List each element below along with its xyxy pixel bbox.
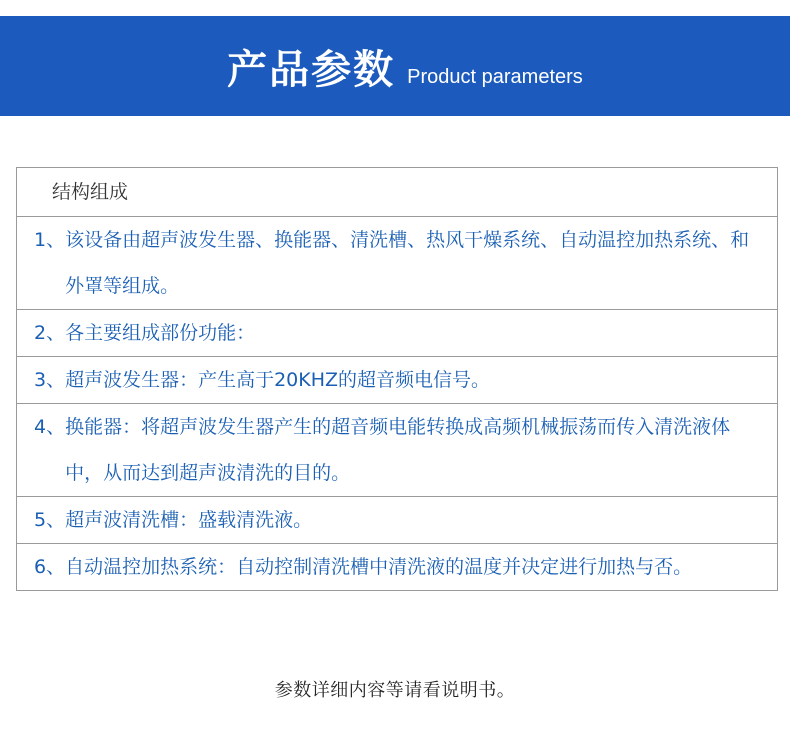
row-text: 超声波发生器：产生高于20KHZ的超音频电信号。	[65, 369, 491, 391]
banner-subtitle: Product parameters	[407, 65, 583, 88]
banner-title-group	[227, 38, 583, 95]
row-text: 该设备由超声波发生器、换能器、清洗槽、热风干燥系统、自动温控加热系统、和外罩等组成。	[65, 229, 750, 297]
table-header: 结构组成	[52, 181, 129, 203]
table-row-6	[17, 543, 777, 590]
footer-note: 参数详细内容等请看说明书。	[274, 680, 516, 701]
row-number: 5、	[34, 509, 66, 531]
row-number: 1、	[34, 229, 66, 251]
row-text: 换能器：将超声波发生器产生的超音频电能转换成高频机械振荡而传入清洗液体中，从而达到超声波清洗的目的。	[65, 416, 731, 484]
row-text: 超声波清洗槽：盛载清洗液。	[65, 509, 313, 531]
row-number: 2、	[34, 322, 66, 344]
table-row-4	[17, 403, 777, 496]
row-number: 4、	[34, 416, 66, 438]
header-banner	[0, 16, 790, 116]
row-number: 3、	[34, 369, 66, 391]
table-row-5	[17, 496, 777, 543]
row-text: 各主要组成部份功能：	[65, 322, 256, 344]
banner-title: 产品参数	[227, 46, 396, 93]
table-row-3	[17, 356, 777, 403]
table-row-2	[17, 309, 777, 356]
row-number: 6、	[34, 556, 66, 578]
table-row-1	[17, 216, 777, 309]
row-text: 自动温控加热系统：自动控制清洗槽中清洗液的温度并决定进行加热与否。	[65, 556, 693, 578]
parameters-table	[16, 167, 778, 591]
